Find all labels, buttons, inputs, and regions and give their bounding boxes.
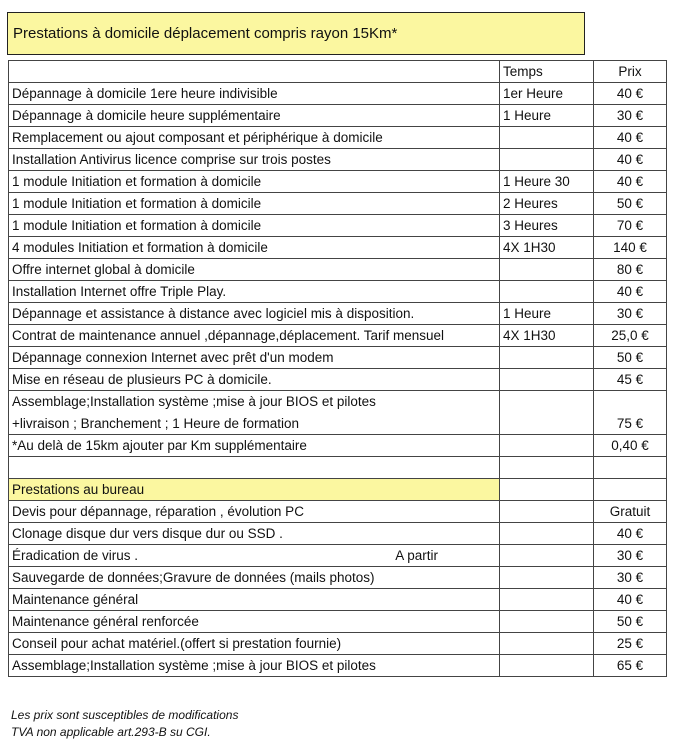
service-price: 40 €: [594, 83, 667, 105]
service-price: 140 €: [594, 237, 667, 259]
table-row: [9, 413, 667, 435]
service-label: [9, 501, 500, 523]
service-label: [9, 655, 500, 677]
service-price: 40 €: [594, 589, 667, 611]
header-time: Temps: [500, 61, 594, 83]
spacer: [594, 479, 667, 501]
table-row: [9, 281, 667, 303]
table-row: [9, 369, 667, 391]
service-price: 30 €: [594, 303, 667, 325]
extra-km-price: 0,40 €: [594, 435, 667, 457]
service-label: Dépannage à domicile 1ere heure indivisible: [9, 83, 500, 105]
service-label: +livraison ; Branchement ; 1 Heure de formation: [9, 413, 500, 435]
service-time: [500, 633, 594, 655]
price-table: [8, 60, 667, 677]
service-label: 4 modules Initiation et formation à domicile: [9, 237, 500, 259]
service-time: [500, 369, 594, 391]
spacer: [9, 457, 500, 479]
service-price: 40 €: [594, 281, 667, 303]
service-time: [500, 413, 594, 435]
service-time: [500, 589, 594, 611]
note-line-2: TVA non applicable art.293-B su CGI.: [11, 725, 211, 739]
service-label: Remplacement ou ajout composant et périphérique à domicile: [9, 127, 500, 149]
service-label-text: Assemblage;Installation système ;mise à jour BIOS et pilotes: [12, 658, 376, 673]
service-label: Mise en réseau de plusieurs PC à domicile.: [9, 369, 500, 391]
service-price: 75 €: [594, 413, 667, 435]
service-label: [9, 545, 500, 567]
service-price: Gratuit: [594, 501, 667, 523]
service-price: 65 €: [594, 655, 667, 677]
spacer: [500, 457, 594, 479]
service-time: [500, 655, 594, 677]
service-time: [500, 567, 594, 589]
service-price: 40 €: [594, 149, 667, 171]
table-row: [9, 171, 667, 193]
table-row: [9, 523, 667, 545]
service-time: [500, 435, 594, 457]
service-time: [500, 347, 594, 369]
section1-title: Prestations à domicile déplacement compris rayon 15Km*: [7, 12, 585, 55]
service-label-text: Devis pour dépannage, réparation , évolution PC: [12, 504, 304, 519]
table-row: [9, 237, 667, 259]
service-label-text: Maintenance général renforcée: [12, 614, 199, 629]
service-time: 4X 1H30: [500, 325, 594, 347]
service-label: 1 module Initiation et formation à domicile: [9, 215, 500, 237]
note-line-1: Les prix sont susceptibles de modifications: [11, 708, 239, 722]
table-header: [9, 61, 667, 83]
service-time: 4X 1H30: [500, 237, 594, 259]
table-row: [9, 215, 667, 237]
service-label: Installation Internet offre Triple Play.: [9, 281, 500, 303]
service-price: 25 €: [594, 633, 667, 655]
service-label: Assemblage;Installation système ;mise à jour BIOS et pilotes: [9, 391, 500, 413]
service-price: 40 €: [594, 523, 667, 545]
service-time: 1er Heure: [500, 83, 594, 105]
service-label: 1 module Initiation et formation à domicile: [9, 171, 500, 193]
table-row: [9, 391, 667, 413]
service-price: 40 €: [594, 171, 667, 193]
spacer: [594, 457, 667, 479]
service-label: Installation Antivirus licence comprise sur trois postes: [9, 149, 500, 171]
service-label: Dépannage et assistance à distance avec logiciel mis à disposition.: [9, 303, 500, 325]
table-row: [9, 611, 667, 633]
service-time: 1 Heure: [500, 105, 594, 127]
service-label: Dépannage à domicile heure supplémentaire: [9, 105, 500, 127]
footnotes: [11, 707, 238, 741]
table-row: [9, 633, 667, 655]
service-time: [500, 545, 594, 567]
service-time: [500, 259, 594, 281]
service-price: 40 €: [594, 127, 667, 149]
service-label: [9, 633, 500, 655]
service-label-text: Éradication de virus .: [12, 548, 139, 563]
service-time: 1 Heure 30: [500, 171, 594, 193]
spacer-row: [9, 457, 667, 479]
service-time: 3 Heures: [500, 215, 594, 237]
table-row: [9, 127, 667, 149]
service-time: [500, 281, 594, 303]
extra-km-label: *Au delà de 15km ajouter par Km supplémentaire: [9, 435, 500, 457]
table-row: [9, 259, 667, 281]
section2-title: Prestations au bureau: [9, 479, 500, 501]
service-label: [9, 611, 500, 633]
service-price: 80 €: [594, 259, 667, 281]
header-price: Prix: [594, 61, 667, 83]
table-row: [9, 83, 667, 105]
service-price: 50 €: [594, 611, 667, 633]
service-time: [500, 523, 594, 545]
table-row: [9, 347, 667, 369]
service-price: 25,0 €: [594, 325, 667, 347]
table-row: [9, 567, 667, 589]
table-row: [9, 149, 667, 171]
table-row: [9, 193, 667, 215]
table-row: [9, 325, 667, 347]
service-label: Offre internet global à domicile: [9, 259, 500, 281]
service-price: 50 €: [594, 193, 667, 215]
service-label: Contrat de maintenance annuel ,dépannage,déplacement. Tarif mensuel: [9, 325, 500, 347]
service-time: 1 Heure: [500, 303, 594, 325]
service-label: 1 module Initiation et formation à domicile: [9, 193, 500, 215]
service-time: [500, 501, 594, 523]
service-label: Dépannage connexion Internet avec prêt d'un modem: [9, 347, 500, 369]
service-price: 30 €: [594, 545, 667, 567]
service-label: [9, 523, 500, 545]
service-time: [500, 127, 594, 149]
spacer: [500, 479, 594, 501]
table-row: [9, 589, 667, 611]
service-label-text: Conseil pour achat matériel.(offert si prestation fournie): [12, 636, 342, 651]
header-label: [9, 61, 500, 83]
service-label: [9, 567, 500, 589]
service-label-text: Maintenance général: [12, 592, 139, 607]
table-row: [9, 105, 667, 127]
table-row: [9, 435, 667, 457]
service-time: [500, 391, 594, 413]
service-time: [500, 611, 594, 633]
service-time: 2 Heures: [500, 193, 594, 215]
table-row: [9, 303, 667, 325]
table-row: [9, 655, 667, 677]
service-price: [594, 391, 667, 413]
table-row: [9, 545, 667, 567]
service-price: 70 €: [594, 215, 667, 237]
service-label-text: Sauvegarde de données;Gravure de données (mails photos): [12, 570, 375, 585]
section2-header: [9, 479, 667, 501]
service-time: [500, 149, 594, 171]
service-price: 50 €: [594, 347, 667, 369]
price-note: A partir: [395, 548, 438, 563]
service-price: 45 €: [594, 369, 667, 391]
table-row: [9, 501, 667, 523]
service-label-text: Clonage disque dur vers disque dur ou SSD .: [12, 526, 283, 541]
service-label: [9, 589, 500, 611]
service-price: 30 €: [594, 105, 667, 127]
service-price: 30 €: [594, 567, 667, 589]
